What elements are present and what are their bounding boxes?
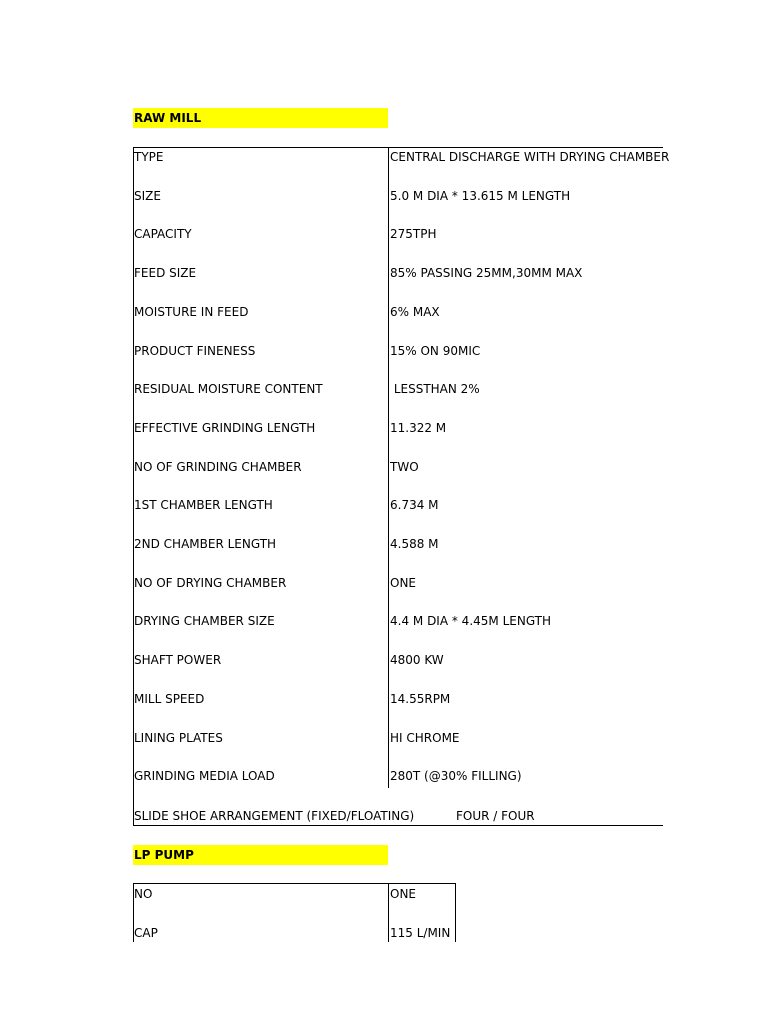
row-label: DRYING CHAMBER SIZE <box>134 614 275 629</box>
row-value: 4.588 M <box>390 537 439 551</box>
row-label: MOISTURE IN FEED <box>134 304 249 319</box>
row-value: 15% ON 90MIC <box>390 343 481 358</box>
row-value: 4800 KW <box>390 653 444 668</box>
row-label: NO <box>134 887 153 901</box>
row-label: TYPE <box>134 150 164 164</box>
row-label: SIZE <box>134 188 161 203</box>
row-value: 4.4 M DIA * 4.45M LENGTH <box>390 614 552 629</box>
row-value: 280T (@30% FILLING) <box>390 769 522 784</box>
row-label: 1ST CHAMBER LENGTH <box>134 498 273 513</box>
lp-pump-table-top-border <box>133 883 455 884</box>
raw-mill-table-top-border <box>133 147 663 148</box>
row-value: 6.734 M <box>390 498 439 513</box>
row-value: ONE <box>390 887 417 901</box>
lp-pump-heading: LP PUMP <box>133 845 388 865</box>
row-label: RESIDUAL MOISTURE CONTENT <box>134 382 323 397</box>
slide-shoe-value: FOUR / FOUR <box>456 809 535 823</box>
row-value: CENTRAL DISCHARGE WITH DRYING CHAMBER <box>390 150 670 164</box>
raw-mill-column-divider <box>388 147 389 788</box>
raw-mill-heading: RAW MILL <box>133 108 388 128</box>
row-label: EFFECTIVE GRINDING LENGTH <box>134 420 316 435</box>
row-label: CAPACITY <box>134 227 192 242</box>
row-value: 115 L/MIN <box>390 926 451 940</box>
row-value: 11.322 M <box>390 420 447 435</box>
row-value: 5.0 M DIA * 13.615 M LENGTH <box>390 188 571 203</box>
row-label: NO OF GRINDING CHAMBER <box>134 459 302 474</box>
row-label: 2ND CHAMBER LENGTH <box>134 537 277 551</box>
row-value: 6% MAX <box>390 304 440 319</box>
row-label: CAP <box>134 926 158 940</box>
row-label: MILL SPEED <box>134 691 205 706</box>
row-value: 14.55RPM <box>390 691 451 706</box>
row-label: FEED SIZE <box>134 266 197 281</box>
row-label: NO OF DRYING CHAMBER <box>134 575 287 590</box>
row-label: PRODUCT FINENESS <box>134 343 256 358</box>
row-label: SHAFT POWER <box>134 653 222 668</box>
row-value: 85% PASSING 25MM,30MM MAX <box>390 266 583 281</box>
lp-pump-table-right-border <box>455 883 456 942</box>
lp-pump-column-divider <box>388 883 389 942</box>
row-value: TWO <box>390 459 419 474</box>
row-value: ONE <box>390 575 417 590</box>
row-value: HI CHROME <box>390 730 460 745</box>
raw-mill-table-left-border <box>133 147 134 826</box>
row-value: 275TPH <box>390 227 437 242</box>
row-label: GRINDING MEDIA LOAD <box>134 769 275 784</box>
slide-shoe-label: SLIDE SHOE ARRANGEMENT (FIXED/FLOATING) <box>134 809 415 823</box>
row-value: LESSTHAN 2% <box>390 382 480 397</box>
row-label: LINING PLATES <box>134 730 223 745</box>
raw-mill-table-bottom-border <box>133 825 663 826</box>
